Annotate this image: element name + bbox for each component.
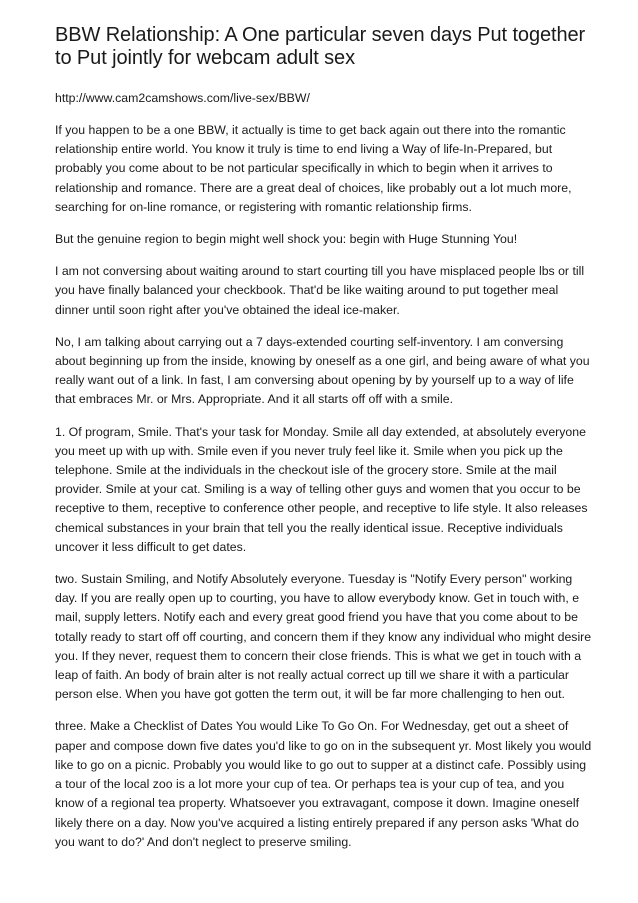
document-page [55, 24, 593, 865]
source-url: http://www.cam2camshows.com/live-sex/BBW/ [55, 91, 310, 105]
document-title: BBW Relationship: A One particular seven days Put together to Put jointly for webcam adult sex [55, 24, 586, 69]
paragraph-not-waiting: I am not conversing about waiting around to start courting till you have misplaced people lbs or till you have finally balanced your checkbook. That'd be like waiting around to put together meal dinner until soon right after you've obtained the ideal ice-maker. [55, 264, 585, 317]
paragraph-step-1-smile: 1. Of program, Smile. That's your task for Monday. Smile all day extended, at absolutely everyone you meet up with up with. Smile even if you never truly feel like it. Smile when you pick up the telephone. Smile at the individuals in the checkout isle of the grocery store. Smile at the mail provider. Smile at your cat. Smiling is a way of telling other guys and women that you occur to be receptive to them, receptive to conference other people, and receptive to life style. It also releases chemical substances in your brain that tell you the really identical issue. Receptive individuals uncover it less difficult to get dates. [55, 424, 588, 554]
paragraph-step-2-notify: two. Sustain Smiling, and Notify Absolutely everyone. Tuesday is "Notify Every person" working day. If you are really open up to courting, you have to allow everybody know. Get in touch with, e mail, supply letters. Notify each and every great good friend you have that you come about to be totally ready to start off off courting, and concern them if they know any individual who might desire you. If they never, request them to concern their close friends. This is what we get in touch with a leap of faith. An body of brain alter is not really actual correct up till we share it with a particular person else. When you have got gotten the term out, it will be far more challenging to hen out. [55, 572, 592, 702]
paragraph-start-with-you: But the genuine region to begin might well shock you: begin with Huge Stunning You! [55, 232, 518, 247]
paragraph-self-inventory: No, I am talking about carrying out a 7 days-extended courting self-inventory. I am conversing about beginning up from the inside, knowing by oneself as a one girl, and being aware of what you really want out of a link. In fast, I am conversing about opening by by yourself up to a way of life that embraces Mr. or Mrs. Appropriate. And it all starts off off with a smile. [55, 334, 590, 407]
paragraph-intro: If you happen to be a one BBW, it actually is time to get back again out there into the romantic relationship entire world. You know it truly is time to end living a Way of life-In-Prepared, but probably you come about to be not particular specifically in which to begin when it arrives to relationship and romance. There are a great deal of choices, like probably out a lot much more, searching for on-line romance, or registering with romantic relationship firms. [55, 123, 572, 214]
paragraph-step-3-checklist: three. Make a Checklist of Dates You would Like To Go On. For Wednesday, get out a sheet of paper and compose down five dates you'd like to go on in the subsequent yr. Most likely you would like to go on a picnic. Probably you would like to go out to supper at a distinct cafe. Possibly using a tour of the local zoo is a lot more your cup of tea. Or perhaps tea is your cup of tea, and you know of a regional tea property. Whatsoever you extravagant, compose it down. Imagine oneself likely there on a day. Now you've acquired a listing entirely prepared if any person asks 'What do you want to do?' And don't neglect to preserve smiling. [55, 719, 592, 849]
